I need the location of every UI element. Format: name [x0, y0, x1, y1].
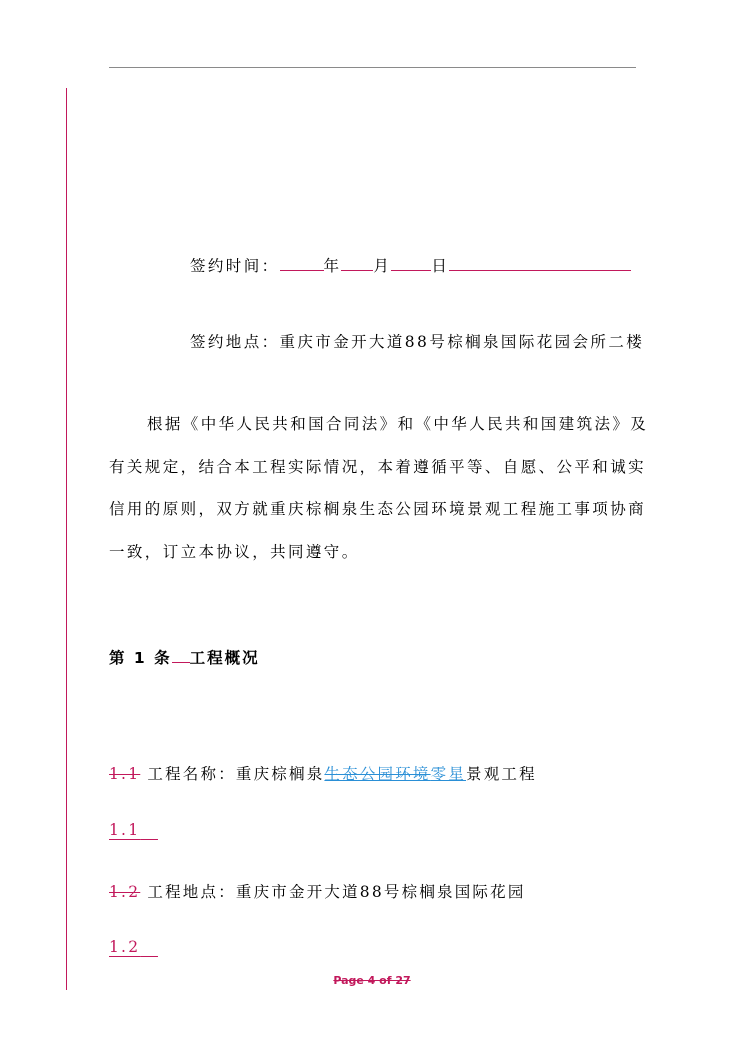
- sign-place-line: 签约地点：重庆市金开大道88号棕榈泉国际花园会所二楼: [190, 333, 645, 351]
- page-number: Page 4 of 27: [333, 974, 411, 987]
- item-1-1-new-number: [109, 821, 158, 839]
- preamble-line-4: 一致，订立本协议，共同遵守。: [109, 542, 360, 561]
- preamble-paragraph: [109, 403, 649, 573]
- article-1-heading: [109, 646, 260, 668]
- article-number: 第 1 条: [109, 649, 172, 667]
- inserted-number: 1.2: [109, 938, 141, 956]
- preamble-line-1: 根据《中华人民共和国合同法》和《中华人民共和国建筑法》及: [147, 415, 649, 433]
- item-text: 工程地点：重庆市金开大道88号棕榈泉国际花园: [147, 883, 526, 901]
- article-gap: [172, 651, 190, 663]
- deleted-number: 1.2: [109, 883, 141, 901]
- year-blank[interactable]: [280, 258, 324, 271]
- preamble-line-3: 信用的原则，双方就重庆棕榈泉生态公园环境景观工程施工事项协商: [109, 500, 647, 518]
- year-label: 年: [323, 257, 342, 275]
- month-label: 月: [373, 257, 392, 275]
- item-1-2: [109, 880, 526, 902]
- day-label: 日: [431, 257, 450, 275]
- sign-time-label: 签约时间：: [190, 257, 280, 275]
- page-footer: [0, 974, 744, 987]
- sign-time-line: [190, 254, 631, 276]
- month-blank[interactable]: [341, 258, 373, 271]
- inserted-text: 零星: [430, 765, 467, 783]
- day-blank[interactable]: [391, 258, 431, 271]
- preamble-line-2: 有关规定，结合本工程实际情况，本着遵循平等、自愿、公平和诚实: [109, 457, 647, 476]
- inserted-deleted-text: 生态公园环境: [324, 765, 431, 783]
- item-1-1: [109, 762, 537, 784]
- item-1-2-new-number: [109, 938, 158, 956]
- inserted-number: 1.1: [109, 821, 141, 839]
- trailing-blank: [449, 258, 631, 271]
- item-text-before: 工程名称：重庆棕榈泉: [147, 765, 325, 783]
- article-title: 工程概况: [189, 649, 260, 667]
- revision-change-bar: [66, 88, 67, 990]
- item-text-after: 景观工程: [466, 765, 537, 783]
- deleted-number: 1.1: [109, 765, 141, 783]
- header-rule: [109, 67, 636, 68]
